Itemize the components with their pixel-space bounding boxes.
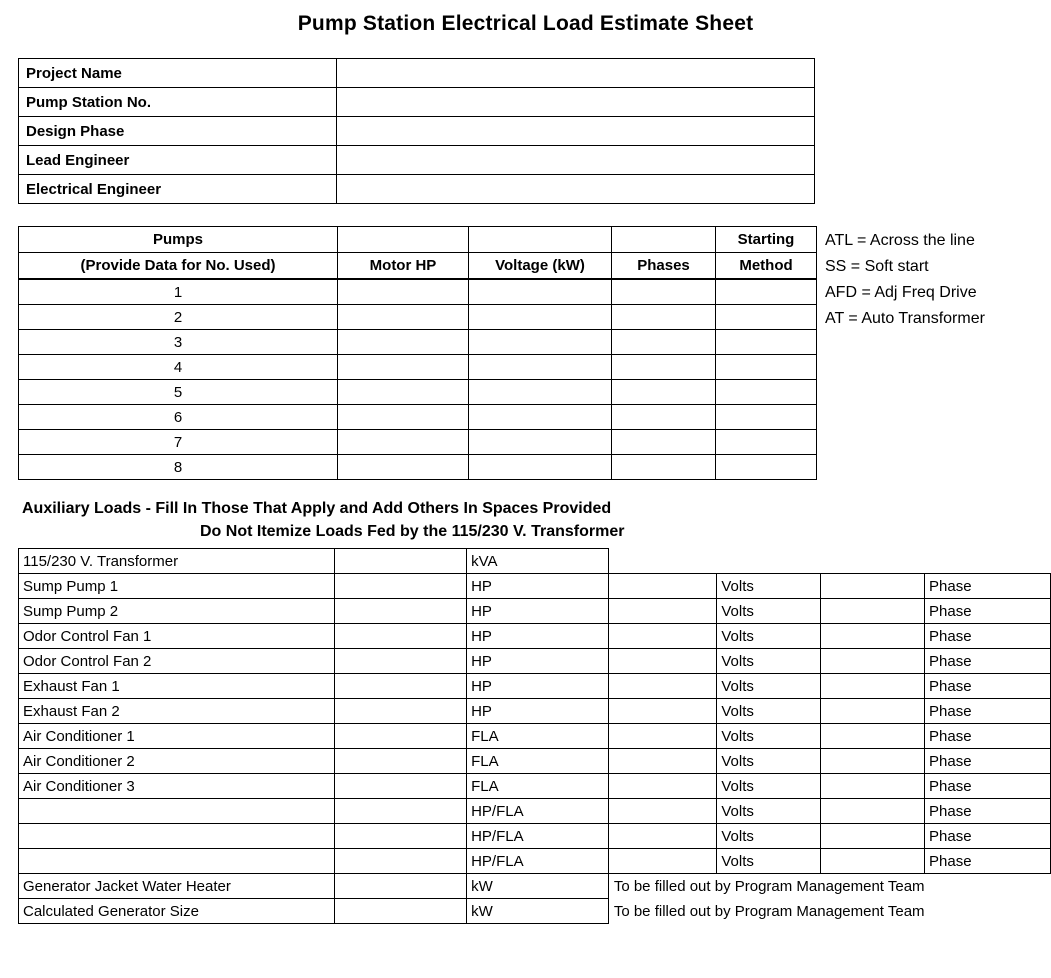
aux-phase: Phase	[925, 649, 1051, 674]
aux-value-field[interactable]	[335, 799, 467, 824]
pump-row-hp[interactable]	[338, 355, 469, 380]
design-phase-label: Design Phase	[19, 117, 337, 146]
aux-phase-field[interactable]	[821, 624, 925, 649]
aux-volts: Volts	[717, 774, 821, 799]
starting-method-legend	[825, 226, 985, 332]
aux-phase: Phase	[925, 849, 1051, 874]
pump-row-no: 5	[19, 380, 338, 405]
aux-volts	[717, 549, 821, 574]
aux-value-field[interactable]	[335, 724, 467, 749]
pumps-header-motor-hp: Motor HP	[338, 253, 469, 280]
aux-name: Generator Jacket Water Heater	[19, 874, 335, 899]
table-row	[19, 874, 1051, 899]
aux-unit: HP	[467, 574, 609, 599]
project-name-field[interactable]	[337, 59, 815, 88]
aux-volts-field[interactable]	[608, 574, 717, 599]
aux-volts-field[interactable]	[608, 649, 717, 674]
aux-volts-field[interactable]	[608, 849, 717, 874]
aux-name: Air Conditioner 2	[19, 749, 335, 774]
aux-phase: Phase	[925, 774, 1051, 799]
table-row	[19, 599, 1051, 624]
aux-volts: Volts	[717, 699, 821, 724]
table-row	[19, 279, 817, 305]
pump-row-hp[interactable]	[338, 279, 469, 305]
aux-unit: HP	[467, 624, 609, 649]
aux-volts: Volts	[717, 599, 821, 624]
pumps-header-blank-hp	[338, 227, 469, 253]
project-info-table	[18, 58, 815, 204]
aux-phase: Phase	[925, 724, 1051, 749]
pumps-header-row-2	[19, 253, 817, 280]
aux-value-field[interactable]	[335, 574, 467, 599]
aux-phase: Phase	[925, 699, 1051, 724]
aux-volts: Volts	[717, 649, 821, 674]
pump-row-voltage[interactable]	[469, 405, 612, 430]
table-row	[19, 355, 817, 380]
pump-row-voltage[interactable]	[469, 305, 612, 330]
aux-value-field[interactable]	[335, 774, 467, 799]
aux-unit: FLA	[467, 774, 609, 799]
aux-phase-field[interactable]	[821, 574, 925, 599]
table-row	[19, 549, 1051, 574]
pump-row-starting[interactable]	[716, 279, 817, 305]
aux-name: Air Conditioner 1	[19, 724, 335, 749]
page-title: Pump Station Electrical Load Estimate Sheet	[297, 12, 754, 35]
table-row	[19, 624, 1051, 649]
pump-row-starting[interactable]	[716, 355, 817, 380]
pump-row-phases[interactable]	[612, 330, 716, 355]
table-row	[19, 774, 1051, 799]
aux-unit: HP/FLA	[467, 799, 609, 824]
table-row	[19, 330, 817, 355]
aux-phase-field[interactable]	[821, 649, 925, 674]
pump-row-voltage[interactable]	[469, 455, 612, 480]
aux-volts: Volts	[717, 824, 821, 849]
pumps-header-phases: Phases	[612, 253, 716, 280]
pump-row-voltage[interactable]	[469, 430, 612, 455]
pump-row-hp[interactable]	[338, 455, 469, 480]
pump-station-no-label: Pump Station No.	[19, 88, 337, 117]
aux-phase: Phase	[925, 599, 1051, 624]
aux-unit: kW	[467, 899, 609, 924]
aux-phase: Phase	[925, 824, 1051, 849]
pumps-body	[19, 227, 817, 480]
aux-name: 115/230 V. Transformer	[19, 549, 335, 574]
pump-row-no: 4	[19, 355, 338, 380]
table-row	[19, 380, 817, 405]
aux-spacer-2	[821, 549, 925, 574]
aux-phase: Phase	[925, 799, 1051, 824]
electrical-engineer-field[interactable]	[337, 175, 815, 204]
aux-phase-field[interactable]	[821, 799, 925, 824]
pump-row-hp[interactable]	[338, 430, 469, 455]
auxiliary-loads-body	[19, 549, 1051, 924]
pump-row-no: 3	[19, 330, 338, 355]
pumps-header-starting: Starting	[716, 227, 817, 253]
aux-volts: Volts	[717, 799, 821, 824]
aux-phase: Phase	[925, 749, 1051, 774]
table-row	[19, 824, 1051, 849]
pump-row-no: 1	[19, 279, 338, 305]
table-row	[19, 724, 1051, 749]
table-row	[19, 175, 815, 204]
pump-row-hp[interactable]	[338, 305, 469, 330]
pumps-header-pumps: Pumps	[19, 227, 338, 253]
pump-row-starting[interactable]	[716, 430, 817, 455]
aux-phase: Phase	[925, 624, 1051, 649]
pump-row-hp[interactable]	[338, 330, 469, 355]
aux-value-field[interactable]	[335, 549, 467, 574]
aux-name: Odor Control Fan 2	[19, 649, 335, 674]
aux-unit: kVA	[467, 549, 609, 574]
electrical-engineer-label: Electrical Engineer	[19, 175, 337, 204]
pump-row-starting[interactable]	[716, 405, 817, 430]
table-row	[19, 674, 1051, 699]
auxiliary-heading-secondary: Do Not Itemize Loads Fed by the 115/230 V. Transformer	[200, 523, 625, 540]
pumps-header-row-1	[19, 227, 817, 253]
aux-volts-field[interactable]	[608, 824, 717, 849]
pumps-header-provide-data: (Provide Data for No. Used)	[19, 253, 338, 280]
pump-row-phases[interactable]	[612, 455, 716, 480]
pump-row-phases[interactable]	[612, 380, 716, 405]
aux-phase-field[interactable]	[821, 699, 925, 724]
aux-name: Exhaust Fan 2	[19, 699, 335, 724]
pump-row-starting[interactable]	[716, 455, 817, 480]
table-row	[19, 749, 1051, 774]
aux-phase-field[interactable]	[821, 774, 925, 799]
pump-row-voltage[interactable]	[469, 279, 612, 305]
project-name-label: Project Name	[19, 59, 337, 88]
table-row	[19, 899, 1051, 924]
pump-row-starting[interactable]	[716, 330, 817, 355]
aux-name-field[interactable]	[19, 799, 335, 824]
pump-row-no: 6	[19, 405, 338, 430]
pump-row-voltage[interactable]	[469, 355, 612, 380]
pump-row-voltage[interactable]	[469, 380, 612, 405]
legend-atl: ATL = Across the line	[825, 232, 975, 249]
table-row	[19, 59, 815, 88]
table-row	[19, 117, 815, 146]
pump-row-no: 8	[19, 455, 338, 480]
aux-volts-field[interactable]	[608, 624, 717, 649]
auxiliary-loads-table	[18, 548, 1051, 924]
table-row	[19, 649, 1051, 674]
table-row	[19, 455, 817, 480]
aux-unit: FLA	[467, 749, 609, 774]
aux-volts-field[interactable]	[608, 799, 717, 824]
aux-value-field[interactable]	[335, 849, 467, 874]
aux-note: To be filled out by Program Management Team	[613, 877, 925, 895]
table-row	[19, 305, 817, 330]
pump-row-phases[interactable]	[612, 405, 716, 430]
aux-unit: HP	[467, 674, 609, 699]
aux-volts-field[interactable]	[608, 699, 717, 724]
aux-phase-field[interactable]	[821, 599, 925, 624]
pump-row-voltage[interactable]	[469, 330, 612, 355]
aux-unit: HP	[467, 599, 609, 624]
aux-value-field[interactable]	[335, 649, 467, 674]
pumps-header-blank-voltage	[469, 227, 612, 253]
table-row	[19, 849, 1051, 874]
aux-unit: HP	[467, 699, 609, 724]
aux-value-field[interactable]	[335, 899, 467, 924]
aux-value-field[interactable]	[335, 674, 467, 699]
aux-value-field[interactable]	[335, 599, 467, 624]
aux-phase-field[interactable]	[821, 674, 925, 699]
pumps-header-blank-phases	[612, 227, 716, 253]
aux-phase: Phase	[925, 574, 1051, 599]
aux-volts-field[interactable]	[608, 774, 717, 799]
pump-row-phases[interactable]	[612, 430, 716, 455]
aux-phase-field[interactable]	[821, 849, 925, 874]
table-row	[19, 430, 817, 455]
aux-value-field[interactable]	[335, 824, 467, 849]
aux-volts: Volts	[717, 749, 821, 774]
aux-name: Odor Control Fan 1	[19, 624, 335, 649]
pumps-header-voltage: Voltage (kW)	[469, 253, 612, 280]
aux-unit: HP/FLA	[467, 849, 609, 874]
aux-value-field[interactable]	[335, 699, 467, 724]
lead-engineer-field[interactable]	[337, 146, 815, 175]
project-info-body	[19, 59, 815, 204]
pump-row-hp[interactable]	[338, 380, 469, 405]
aux-volts-field[interactable]	[608, 724, 717, 749]
table-row	[19, 405, 817, 430]
auxiliary-heading-primary: Auxiliary Loads - Fill In Those That Apply and Add Others In Spaces Provided	[22, 500, 612, 517]
aux-name: Sump Pump 2	[19, 599, 335, 624]
aux-volts: Volts	[717, 674, 821, 699]
aux-volts: Volts	[717, 574, 821, 599]
aux-volts-field[interactable]	[608, 674, 717, 699]
aux-volts: Volts	[717, 724, 821, 749]
pump-row-starting[interactable]	[716, 305, 817, 330]
pumps-header-method: Method	[716, 253, 817, 280]
aux-name-field[interactable]	[19, 849, 335, 874]
pumps-table	[18, 226, 817, 480]
legend-at: AT = Auto Transformer	[825, 310, 985, 327]
pump-row-phases[interactable]	[612, 355, 716, 380]
table-row	[19, 699, 1051, 724]
aux-phase-field[interactable]	[821, 824, 925, 849]
legend-afd: AFD = Adj Freq Drive	[825, 284, 977, 301]
aux-phase: Phase	[925, 674, 1051, 699]
table-row	[19, 88, 815, 117]
pump-row-phases[interactable]	[612, 279, 716, 305]
aux-name: Calculated Generator Size	[19, 899, 335, 924]
aux-value-field[interactable]	[335, 749, 467, 774]
pump-row-hp[interactable]	[338, 405, 469, 430]
aux-phase-field[interactable]	[821, 749, 925, 774]
table-row	[19, 146, 815, 175]
lead-engineer-label: Lead Engineer	[19, 146, 337, 175]
aux-unit: HP/FLA	[467, 824, 609, 849]
pump-row-phases[interactable]	[612, 305, 716, 330]
aux-volts-field[interactable]	[608, 599, 717, 624]
aux-note: To be filled out by Program Management Team	[613, 902, 925, 920]
aux-spacer	[608, 549, 717, 574]
aux-name: Sump Pump 1	[19, 574, 335, 599]
aux-phase	[925, 549, 1051, 574]
table-row	[19, 574, 1051, 599]
pump-row-no: 2	[19, 305, 338, 330]
aux-unit: FLA	[467, 724, 609, 749]
pumps-section	[18, 226, 1051, 480]
aux-volts: Volts	[717, 849, 821, 874]
aux-unit: HP	[467, 649, 609, 674]
aux-volts-field[interactable]	[608, 749, 717, 774]
pump-row-starting[interactable]	[716, 380, 817, 405]
pump-station-no-field[interactable]	[337, 88, 815, 117]
aux-name-field[interactable]	[19, 824, 335, 849]
aux-volts: Volts	[717, 624, 821, 649]
design-phase-field[interactable]	[337, 117, 815, 146]
table-row	[19, 799, 1051, 824]
pump-row-no: 7	[19, 430, 338, 455]
aux-value-field[interactable]	[335, 624, 467, 649]
aux-phase-field[interactable]	[821, 724, 925, 749]
aux-name: Exhaust Fan 1	[19, 674, 335, 699]
aux-name: Air Conditioner 3	[19, 774, 335, 799]
legend-ss: SS = Soft start	[825, 258, 929, 275]
aux-value-field[interactable]	[335, 874, 467, 899]
aux-unit: kW	[467, 874, 609, 899]
